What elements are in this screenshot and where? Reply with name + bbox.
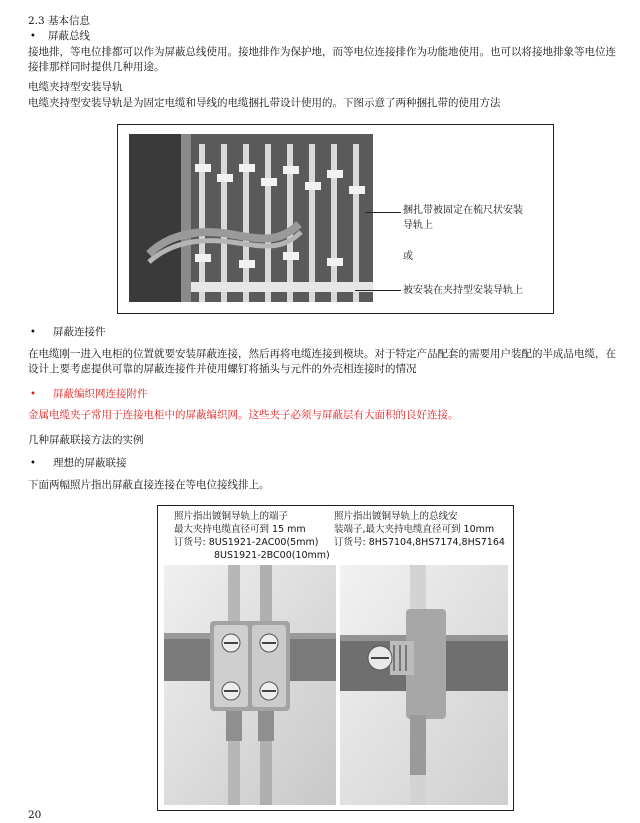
right-caption-line3: 订货号: 8HS7104,8HS7174,8HS7164 (334, 537, 505, 548)
left-caption-line3: 订货号: 8US1921-2AC00(5mm) (174, 537, 319, 548)
bullet-title-bus: 屏蔽总线 (48, 30, 90, 42)
rail-paragraph: 电缆夹持型安装导轨是为固定电缆和导线的电缆捆扎带设计使用的。下图示意了两种捆扎带的使用方法 (28, 97, 501, 109)
page-number: 20 (28, 809, 42, 821)
callout-leader-top (365, 212, 401, 213)
bullet-title-connection: 屏蔽连接件 (53, 326, 106, 338)
figure-shield-clamps (157, 505, 514, 811)
section-title: 2.3 基本信息 (28, 15, 91, 27)
cable-tie-photo (129, 134, 373, 302)
examples-paragraph: 下面两幅照片指出屏蔽直接连接在等电位接线排上。 (28, 479, 270, 491)
left-caption-line1: 照片指出镀铜导轨上的端子 (174, 511, 289, 522)
examples-heading: 几种屏蔽联接方法的实例 (28, 434, 144, 446)
connection-paragraph: 在电缆刚一进入电柜的位置就要安装屏蔽连接，然后再将电缆连接到模块。对于特定产品配套的需要用户装配的半成品电缆，在设计上要考虑提供可靠的屏蔽连接件并使用螺钉将插头与元件的外壳相连接时的情况 (28, 348, 616, 375)
figure-cable-ties (117, 124, 554, 314)
callout-or: 或 (403, 251, 413, 262)
bullet-dot: • (30, 458, 36, 469)
bullet-dot: • (30, 31, 36, 42)
terminal-clamp-photo (164, 565, 336, 805)
callout-top-line1: 捆扎带被固定在梳尺状安装 (403, 205, 523, 216)
braid-paragraph: 金属电缆夹子常用于连接电柜中的屏蔽编织网。这些夹子必须与屏蔽层有大面积的良好连接。 (28, 409, 459, 421)
left-caption-line4: 8US1921-2BC00(10mm) (214, 550, 330, 561)
rail-heading: 电缆夹持型安装导轨 (28, 81, 123, 93)
right-caption-line2: 装端子,最大夹持电缆直径可到 10mm (334, 524, 495, 535)
bullet-dot: • (30, 389, 36, 400)
callout-leader-bottom (355, 290, 401, 291)
left-caption-line2: 最大夹持电缆直径可到 15 mm (174, 524, 306, 535)
right-caption-line1: 照片指出镀铜导轨上的总线安 (334, 511, 458, 522)
bus-terminal-photo (340, 565, 508, 805)
bullet-dot: • (30, 327, 36, 338)
bullet-title-braid: 屏蔽编织网连接附件 (53, 388, 148, 400)
callout-bottom: 被安装在夹持型安装导轨上 (403, 285, 523, 296)
bullet-title-ideal: 理想的屏蔽联接 (53, 457, 127, 469)
bus-paragraph: 接地排，等电位排都可以作为屏蔽总线使用。接地排作为保护地，而等电位连接排作为功能地使用。也可以将接地排象等电位连接排那样同时提供几种用途。 (28, 46, 616, 73)
callout-top-line2: 导轨上 (403, 220, 433, 231)
